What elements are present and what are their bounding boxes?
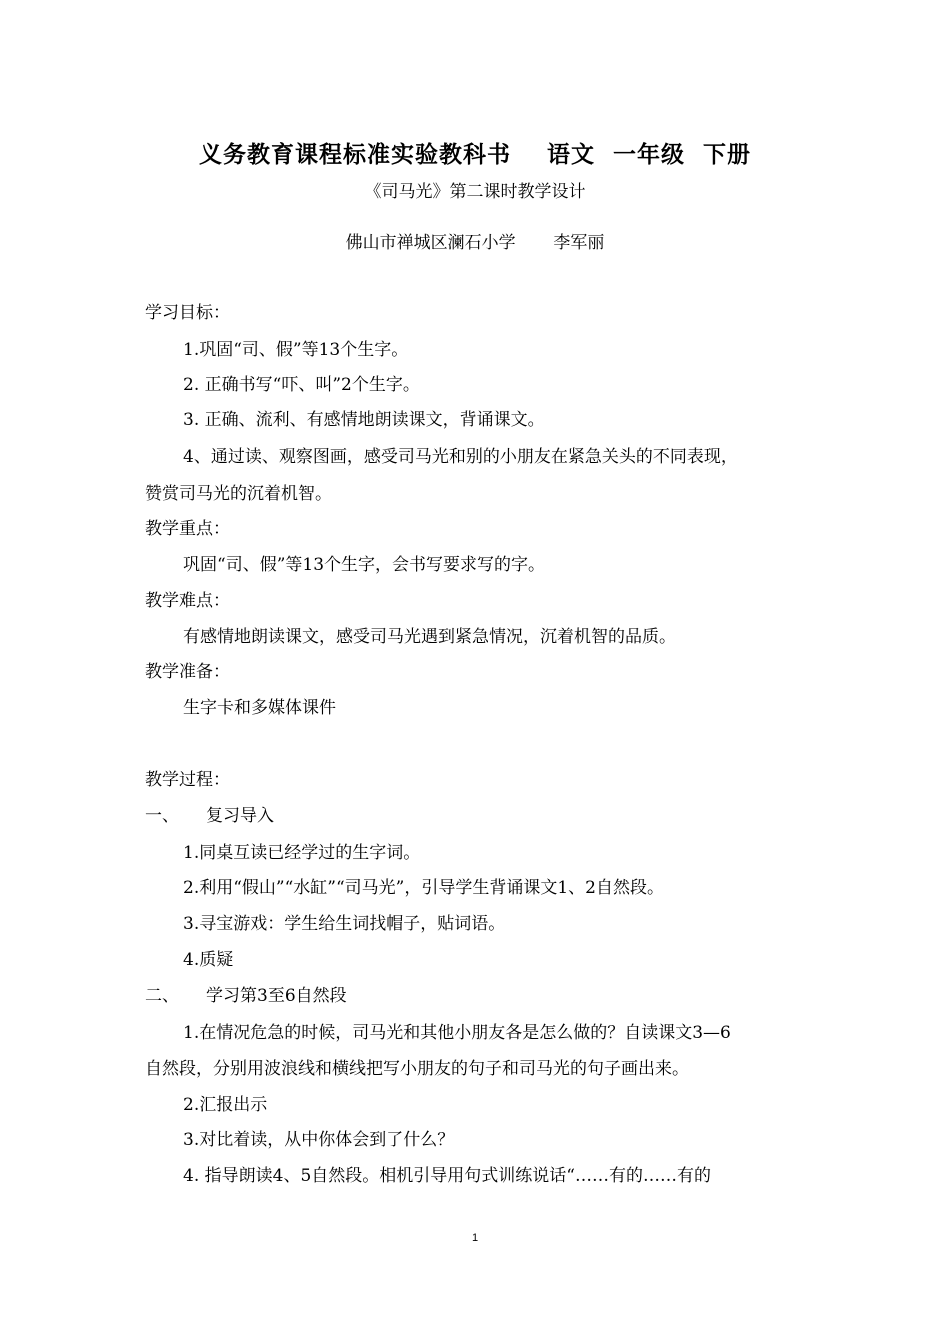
document-title: 义务教育课程标准实验教科书 语文 一年级 下册 <box>198 142 752 168</box>
goal-item: 1.巩固“司、假”等13个生字。 <box>183 340 409 360</box>
document-subtitle: 《司马光》第二课时教学设计 <box>364 182 586 202</box>
step-item: 1.同桌互读已经学过的生字词。 <box>183 843 421 863</box>
author-line: 佛山市禅城区澜石小学 李军丽 <box>345 233 605 253</box>
step-item: 3.对比着读，从中你体会到了什么？ <box>183 1130 455 1150</box>
goal-item: 4、通过读、观察图画，感受司马光和别的小朋友在紧急关头的不同表现， <box>183 447 738 467</box>
step-item: 2.汇报出示 <box>183 1095 268 1115</box>
step-item: 4. 指导朗读4、5自然段。相机引导用句式训练说话“……有的……有的 <box>183 1166 711 1186</box>
section-heading-process: 教学过程： <box>145 770 230 790</box>
step-item: 2.利用“假山”“水缸”“司马光”，引导学生背诵课文1、2自然段。 <box>183 878 664 898</box>
section-heading-preparation: 教学准备： <box>145 662 230 682</box>
goal-item: 2. 正确书写“吓、叫”2个生字。 <box>183 375 420 395</box>
step-heading: 一、 复习导入 <box>145 806 275 826</box>
section-heading-goals: 学习目标： <box>145 303 230 323</box>
step-heading: 二、 学习第3至6自然段 <box>145 986 347 1006</box>
step-item: 1.在情况危急的时候，司马光和其他小朋友各是怎么做的？自读课文3—6 <box>183 1023 731 1043</box>
goal-item: 3. 正确、流利、有感情地朗读课文，背诵课文。 <box>183 410 545 430</box>
paragraph: 巩固“司、假”等13个生字，会书写要求写的字。 <box>183 555 546 575</box>
step-item: 3.寻宝游戏：学生给生词找帽子，贴词语。 <box>183 914 506 934</box>
paragraph: 有感情地朗读课文，感受司马光遇到紧急情况，沉着机智的品质。 <box>183 627 676 647</box>
section-heading-key-points: 教学重点： <box>145 519 230 539</box>
section-heading-difficulties: 教学难点： <box>145 591 230 611</box>
step-item-continued: 自然段，分别用波浪线和横线把写小朋友的句子和司马光的句子画出来。 <box>145 1059 689 1079</box>
goal-item-continued: 赞赏司马光的沉着机智。 <box>145 484 332 504</box>
step-item: 4.质疑 <box>183 950 234 970</box>
paragraph: 生字卡和多媒体课件 <box>183 698 336 718</box>
page-number: 1 <box>471 1232 479 1244</box>
